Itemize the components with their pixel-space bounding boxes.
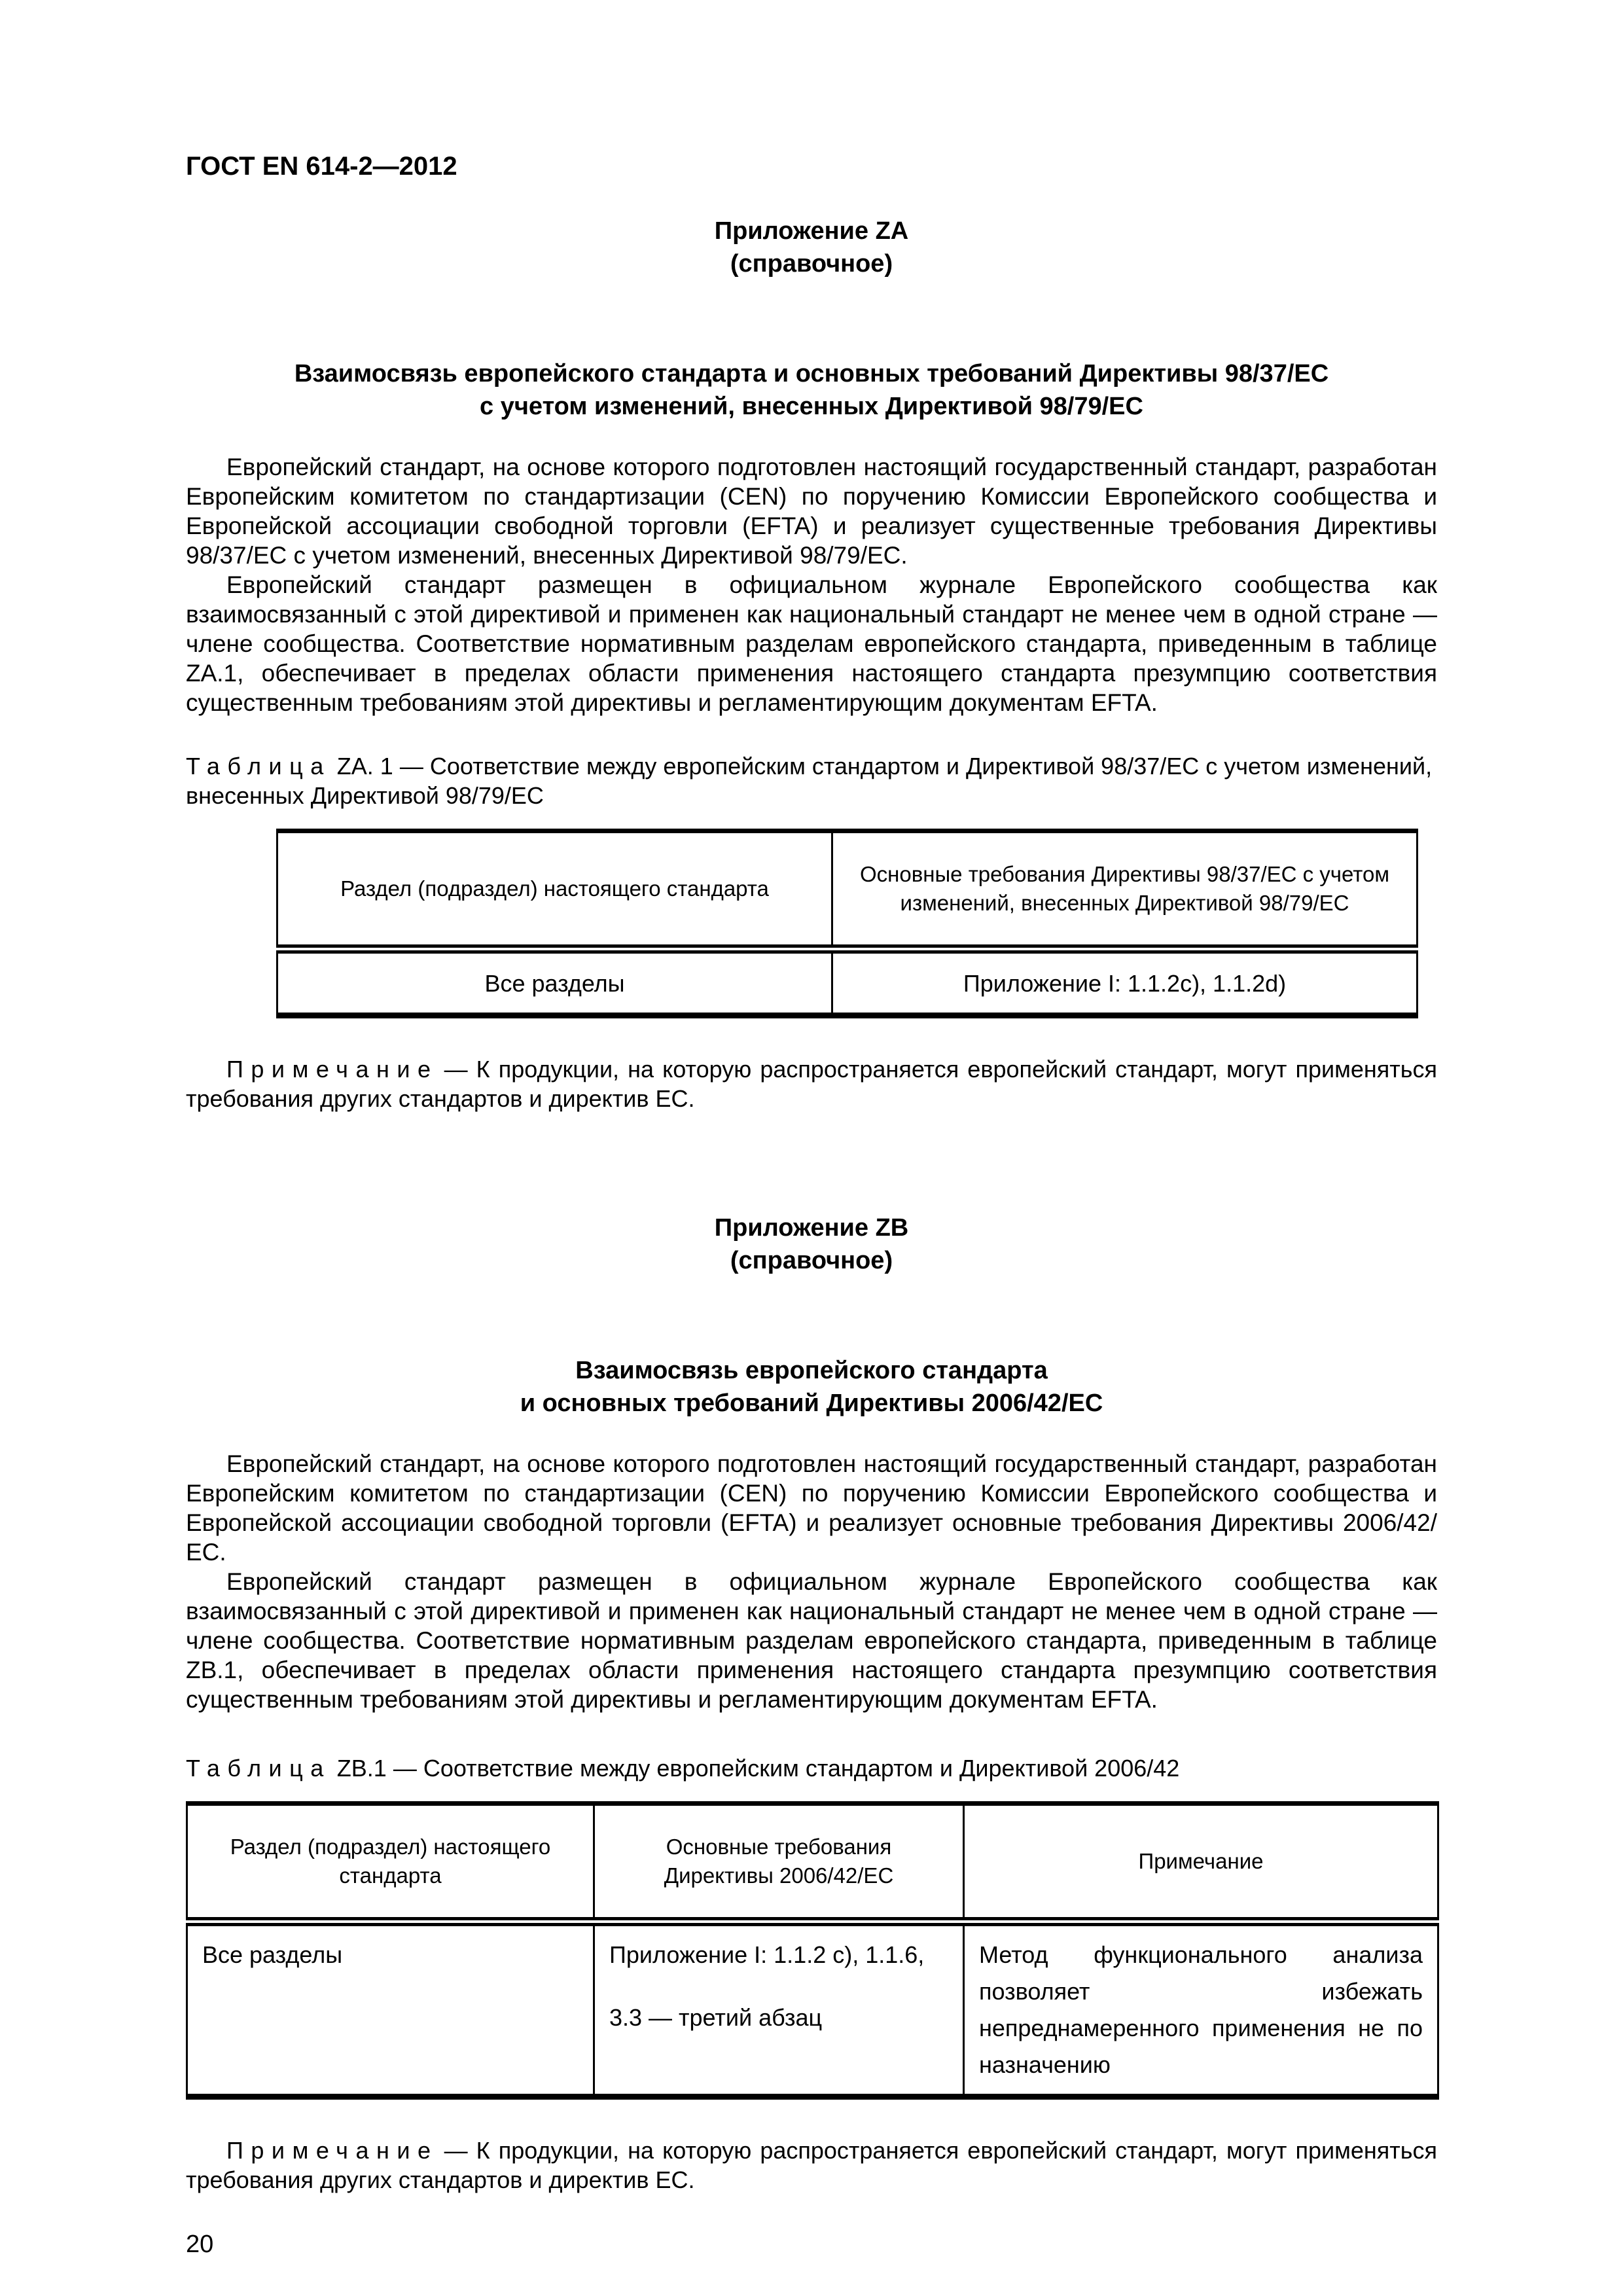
table-zb-header-note: Примечание <box>964 1804 1438 1922</box>
paragraph: Европейский стандарт, на основе которого подготовлен настоящий государственный стандарт, разработан Европейским комитетом по стандартизации (CEN) по поручению Комиссии Европейского сообщества и Европейской ассоциации свободной торговли (EFTA) и реализует существенные требования Директивы 98/37/ЕС с учетом изменений, внесенных Директивой 98/79/ЕС. <box>186 454 1437 569</box>
table-zb-cell-note: Метод функционального анализа позволяет избежать непреднамеренного применения не по назначению <box>964 1922 1438 2097</box>
annex-zb-head <box>186 1211 1437 1277</box>
annex-za-title: Приложение ZA <box>714 217 909 245</box>
annex-za-heading-line2: с учетом изменений, внесенных Директивой 98/79/ЕС <box>480 393 1143 420</box>
annex-zb-heading-line2: и основных требований Директивы 2006/42/ЕС <box>520 1390 1103 1417</box>
annex-zb-note <box>186 2136 1437 2195</box>
table-zb-header-section: Раздел (подраздел) настоящего стандарта <box>187 1804 594 1922</box>
annex-zb-heading-line1: Взаимосвязь европейского стандарта <box>575 1357 1048 1384</box>
table-zb-cell-section: Все разделы <box>187 1922 594 2097</box>
note-label: Примечание <box>226 1056 438 1083</box>
annex-zb-heading <box>186 1354 1437 1420</box>
annex-za-head <box>186 215 1437 280</box>
table-za-header-requirements: Основные требования Директивы 98/37/ЕС с учетом изменений, внесенных Директивой 98/79/ЕС <box>832 831 1418 950</box>
table-zb-header-row <box>187 1804 1438 1922</box>
annex-za-heading <box>186 357 1437 423</box>
table-za-header-row <box>277 831 1418 950</box>
annex-zb-paragraphs <box>186 1449 1437 1714</box>
table-row <box>277 949 1418 1016</box>
table-za-caption-text: ZA. 1 — Соответствие между европейским стандартом и Директивой 98/37/ЕС с учетом изменений, внесенных Директивой 98/79/ЕС <box>186 753 1433 809</box>
requirement-line: Приложение I: 1.1.2 c), 1.1.6, <box>609 1941 925 1968</box>
doc-code-header: ГОСТ EN 614-2—2012 <box>186 152 457 181</box>
table-zb-cell-requirements <box>594 1922 964 2097</box>
annex-zb-subtitle: (справочное) <box>730 1247 893 1274</box>
note-label: Примечание <box>226 2137 438 2164</box>
table-zb-caption <box>186 1753 1437 1783</box>
requirement-line: 3.3 — третий абзац <box>609 2004 823 2031</box>
table-row <box>187 1922 1438 2097</box>
table-zb-caption-text: ZB.1 — Соответствие между европейским стандартом и Директивой 2006/42 <box>336 1755 1180 1782</box>
page-number: 20 <box>186 2231 214 2258</box>
table-zb-header-requirements: Основные требования Директивы 2006/42/ЕС <box>594 1804 964 1922</box>
annex-zb-title: Приложение ZB <box>714 1214 909 1242</box>
table-za-caption <box>186 751 1437 810</box>
table-za <box>276 829 1418 1018</box>
annex-za-paragraphs <box>186 452 1437 717</box>
paragraph: Европейский стандарт размещен в официальном журнале Европейского сообщества как взаимосвязанный с этой директивой и применен как национальный стандарт не менее чем в одной стране — члене сообщества. Соответствие нормативным разделам европейского стандарта, приведенным в таблице ZA.1, обеспечивает в пределах области применения настоящего стандарта презумпцию соответствия существенным требованиям этой директивы и регламентирующим документам EFTA. <box>186 571 1437 716</box>
annex-za-heading-line1: Взаимосвязь европейского стандарта и основных требований Директивы 98/37/ЕС <box>294 360 1329 387</box>
annex-zb <box>186 1211 1437 2195</box>
annex-za-note <box>186 1054 1437 1113</box>
table-za-caption-label: Таблица <box>186 753 331 780</box>
note-text: — К продукции, на которую распространяется европейский стандарт, могут применяться требования других стандартов и директив ЕС. <box>186 1056 1437 1112</box>
annex-za-subtitle: (справочное) <box>730 250 893 278</box>
table-zb-caption-label: Таблица <box>186 1755 331 1782</box>
table-za-cell-requirements: Приложение I: 1.1.2c), 1.1.2d) <box>832 949 1418 1016</box>
table-za-header-section: Раздел (подраздел) настоящего стандарта <box>277 831 832 950</box>
note-text: — К продукции, на которую распространяется европейский стандарт, могут применяться требования других стандартов и директив ЕС. <box>186 2137 1437 2193</box>
annex-za <box>186 215 1437 1113</box>
table-zb <box>186 1801 1439 2100</box>
paragraph: Европейский стандарт размещен в официальном журнале Европейского сообщества как взаимосвязанный с этой директивой и применен как национальный стандарт не менее чем в одной стране — члене сообщества. Соответствие нормативным разделам европейского стандарта, приведенным в таблице ZB.1, обеспечивает в пределах области применения настоящего стандарта презумпцию соответствия существенным требованиям этой директивы и регламентирующим документам EFTA. <box>186 1568 1437 1713</box>
table-za-cell-section: Все разделы <box>277 949 832 1016</box>
paragraph: Европейский стандарт, на основе которого подготовлен настоящий государственный стандарт, разработан Европейским комитетом по стандартизации (CEN) по поручению Комиссии Европейского сообщества и Европейской ассоциации свободной торговли (EFTA) и реализует основные требования Директивы 2006/42/ЕС. <box>186 1450 1437 1566</box>
